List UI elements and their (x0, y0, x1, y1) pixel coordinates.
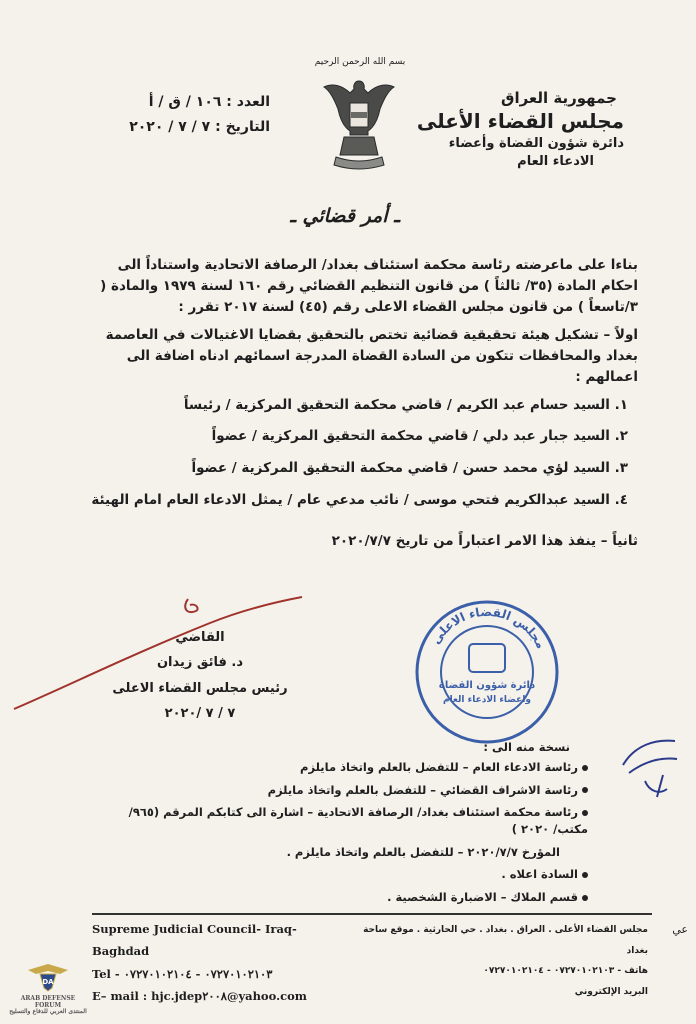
document-body (90, 255, 638, 559)
org-country: جمهورية العراق (501, 89, 617, 107)
member-item: ١. السيد حسام عبد الكريم / قاضي محكمة التحقيق المركزية / رئيساً (183, 396, 628, 413)
official-stamp (413, 598, 561, 746)
forum-logo-icon (26, 962, 70, 992)
second-clause: ثانياً – ينفذ هذا الامر اعتباراً من تاريخ ٢٠٢٠/٧/٧ (331, 533, 638, 550)
forum-watermark (8, 962, 88, 1022)
bullet-icon (582, 787, 588, 793)
bullet-icon (582, 895, 588, 901)
bullet-icon (582, 810, 588, 816)
footer-email[interactable]: E– mail : hjc.jdep٢٠٠٨@yahoo.com (92, 989, 307, 1004)
signer-name: د. فائق زيدان (156, 655, 244, 671)
org-council: مجلس القضاء الأعلى (416, 109, 624, 134)
copies-item: رئاسة محكمة استئناف بغداد/ الرصافة الاتحادية – اشارة الى كتابكم المرقم (٩٦٥/ مكتب/ ٢٠٢٠ ) (128, 805, 588, 837)
first-clause: اولاً – تشكيل هيئة تحقيقية قضائية تختص بالتحقيق بقضايا الاغتيالات في العاصمة بغداد والمحافظات تتكون من السادة القضاة المدرجة اسمائهم ادناه اضافة الى اعمالهم : (105, 326, 638, 385)
copies-item: رئاسة الادعاء العام – للتفضل بالعلم واتخاذ مايلزم (90, 759, 590, 776)
copies-list (90, 740, 590, 912)
copies-heading: نسخة منه الى : (483, 740, 570, 754)
footer-phone-en: Tel - ٠٧٢٧٠١٠٢١٠٣ - ٠٧٢٧٠١٠٢١٠٤ (92, 966, 273, 981)
document-title: ـ أمر قضائي ـ (290, 205, 400, 227)
footer-divider (92, 913, 652, 915)
organization-header (404, 88, 624, 170)
basmala: بسم الله الرحمن الرحيم (314, 57, 406, 67)
member-item: ٣. السيد لؤي محمد حسن / قاضي محكمة التحقيق المركزية / عضواً (191, 460, 628, 477)
member-item: ٢. السيد جبار عبد دلي / قاضي محكمة التحقيق المركزية / عضواً (211, 428, 628, 445)
watermark-line: المنتدى العربي للدفاع والتسليح (9, 1008, 87, 1016)
watermark-line: ARAB DEFENSE FORUM (20, 995, 76, 1009)
eagle-emblem (322, 75, 396, 175)
stamp-inner-line: دائرة شؤون القضاة (438, 680, 536, 691)
reference-block (120, 90, 270, 139)
footer-address-ar: مجلس القضاء الأعلى . العراق . بغداد . حي الحارثية . موقع ساحة بغداد (363, 925, 648, 956)
stamp-outer-text: مجلس القضاء الاعلى (428, 604, 549, 651)
signature-block (110, 625, 290, 726)
footer-email-label-ar: البريد الإلكتروني (574, 987, 648, 998)
footer-arabic (348, 920, 648, 1003)
org-department: دائرة شؤون القضاة وأعضاء (448, 136, 624, 152)
edge-mark: عي (672, 923, 688, 936)
document-number: العدد : ١٠٦ / ق / أ (148, 94, 270, 110)
signer-position: رئيس مجلس القضاء الاعلى (112, 680, 288, 696)
copies-item-continuation: المؤرخ ٢٠٢٠/٧/٧ – للتفضل بالعلم واتخاذ مايلزم . (286, 844, 560, 859)
svg-text:DA: DA (42, 978, 54, 986)
footer-org-en: Supreme Judicial Council- Iraq- Baghdad (92, 922, 297, 959)
org-department-cont: الادعاء العام (517, 153, 594, 169)
intro-paragraph: بناءا على ماعرضته رئاسة محكمة استئناف بغداد/ الرصافة الاتحادية واستناداً الى احكام المادة (٣٥/ ثالثاً ) من قانون التنظيم القضائي رقم ١٦٠ لسنة ١٩٧٩ والمادة ( ٣/تاسعاً ) من قانون مجلس القضاء الاعلى رقم (٤٥) لسنة ٢٠١٧ تقرر : (100, 257, 638, 315)
footer-english (92, 918, 352, 1008)
member-item: ٤. السيد عبدالكريم فتحي موسى / نائب مدعي عام / يمثل الادعاء العام امام الهيئة (91, 492, 628, 509)
copies-item: السادة اعلاه . (90, 866, 590, 883)
footer-phone-ar: هاتف - ٠٧٢٧٠١٠٢١٠٣ - ٠٧٢٧٠١٠٢١٠٤ (483, 966, 648, 977)
bullet-icon (582, 765, 588, 771)
signer-title: القاضي (175, 630, 225, 645)
copies-item: قسم الملاك – الاضبارة الشخصية . (90, 889, 590, 906)
signature-date: ٧ / ٧ /٢٠٢٠ (164, 706, 236, 722)
stamp-inner-line: واعضاء الادعاء العام (443, 695, 531, 705)
bullet-icon (582, 872, 588, 878)
document-date: التاريخ : ٧ / ٧ / ٢٠٢٠ (129, 118, 270, 135)
copies-item: رئاسة الاشراف القضائي – للتفضل بالعلم واتخاذ مايلزم (90, 782, 590, 799)
handwritten-annotation (615, 735, 685, 805)
